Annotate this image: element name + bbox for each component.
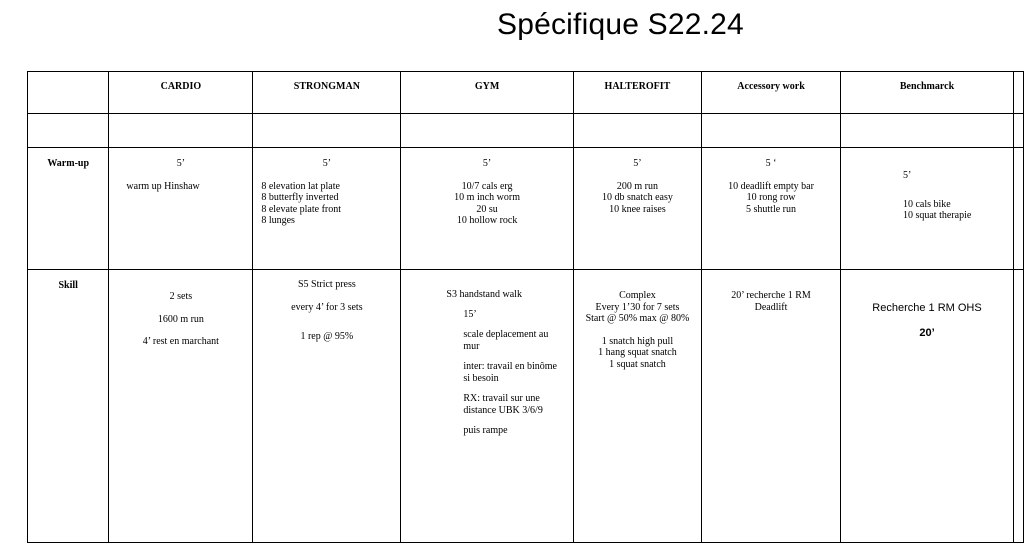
warmup-strongman-time: 5’ [322, 158, 332, 169]
list-item: inter: travail en binôme si besoin [463, 361, 557, 384]
empty-cell [28, 114, 109, 148]
list-item: 20 su [476, 203, 498, 215]
list-item: 10 m inch worm [454, 192, 520, 203]
warmup-gym-time: 5’ [482, 158, 492, 169]
skill-benchmark-cell [840, 270, 1013, 543]
list-item: 10 squat therapie [902, 210, 972, 221]
corner-cell [28, 72, 109, 114]
empty-cell [840, 114, 1013, 148]
col-header-halterofit: HALTEROFIT [573, 72, 701, 114]
training-table [27, 71, 1024, 543]
skill-accessory-cell [702, 270, 841, 543]
list-item: puis rampe [463, 425, 508, 436]
col-header-strongman: STRONGMAN [253, 72, 401, 114]
list-item: Deadlift [754, 301, 788, 313]
empty-cell [253, 114, 401, 148]
skill-halterofit-cell [573, 270, 701, 543]
list-item: Every 1’30 for 7 sets [595, 301, 680, 313]
list-item: 10 db snatch easy [602, 192, 673, 203]
warmup-cardio-text: warm up Hinshaw [126, 180, 200, 192]
list-item: 10 deadlift empty bar [728, 180, 814, 192]
list-item: scale deplacement au mur [463, 329, 549, 352]
row-label-skill: Skill [28, 270, 109, 543]
list-item: 10 hollow rock [456, 215, 518, 226]
skill-cardio-cell [109, 270, 253, 543]
empty-cell [1014, 114, 1024, 148]
col-header-accessory: Accessory work [702, 72, 841, 114]
list-item: 2 sets [169, 291, 193, 302]
empty-cell [573, 114, 701, 148]
warmup-accessory-list [702, 181, 840, 216]
list-item: RX: travail sur une distance UBK 3/6/9 [463, 393, 543, 416]
empty-row [28, 114, 1024, 148]
col-header-gym: GYM [401, 72, 573, 114]
list-item: 4’ rest en marchant [142, 336, 219, 347]
list-item: 1 snatch high pull [601, 335, 674, 347]
empty-cell [702, 114, 841, 148]
list-item: 15’ [463, 308, 477, 320]
warmup-strongman-list [253, 181, 400, 227]
warmup-cardio-cell [109, 148, 253, 270]
list-item: 10 cals bike [902, 198, 951, 210]
list-item: 1 hang squat snatch [598, 347, 677, 358]
edge-cell [1014, 148, 1024, 270]
list-item: 1 rep @ 95% [300, 331, 354, 342]
warmup-gym-list [401, 181, 572, 227]
warmup-row [28, 148, 1024, 270]
empty-cell [109, 114, 253, 148]
list-item: 200 m run [616, 180, 658, 192]
list-item: 10 rong row [746, 192, 796, 203]
list-item: 8 butterfly inverted [261, 192, 339, 203]
warmup-benchmark-list [903, 199, 1013, 222]
list-item: every 4’ for 3 sets [291, 301, 363, 313]
header-row [28, 72, 1024, 114]
warmup-halterofit-list [574, 181, 701, 216]
col-header-benchmark: Benchmarck [840, 72, 1013, 114]
list-item: 1600 m run [157, 313, 204, 325]
edge-cell [1014, 270, 1024, 543]
warmup-halterofit-time: 5’ [633, 158, 642, 169]
warmup-gym-cell [401, 148, 573, 270]
list-item: 8 elevation lat plate [261, 180, 340, 192]
row-label-warmup: Warm-up [28, 148, 109, 270]
list-item: 8 elevate plate front [261, 203, 342, 215]
warmup-halterofit-cell [573, 148, 701, 270]
list-item: 10/7 cals erg [461, 180, 513, 192]
list-item: 8 lunges [261, 215, 295, 226]
list-item: 10 knee raises [609, 203, 666, 215]
skill-strongman-cell [253, 270, 401, 543]
list-item: Complex [619, 290, 656, 301]
list-item: 5 shuttle run [746, 203, 797, 215]
skill-gym-head: S3 handstand walk [446, 289, 522, 300]
col-header-cardio: CARDIO [109, 72, 253, 114]
list-item: 1 squat snatch [609, 358, 666, 370]
skill-gym-cell [401, 270, 573, 543]
list-item: S5 Strict press [297, 279, 356, 290]
page-title: Spécifique S22.24 [497, 8, 744, 41]
list-item: Start @ 50% max @ 80% [585, 313, 690, 324]
empty-cell [401, 114, 573, 148]
warmup-benchmark-cell [840, 148, 1013, 270]
list-item: Recherche 1 RM OHS [872, 302, 982, 314]
skill-row [28, 270, 1024, 543]
warmup-cardio-time: 5’ [176, 158, 186, 169]
list-item: 20’ [919, 327, 935, 339]
warmup-accessory-time: 5 ‘ [765, 158, 777, 169]
warmup-accessory-cell [702, 148, 841, 270]
list-item: 20’ recherche 1 RM [731, 290, 811, 301]
warmup-benchmark-time: 5’ [902, 170, 912, 181]
skill-gym-list [446, 309, 572, 437]
warmup-strongman-cell [253, 148, 401, 270]
edge-cell [1014, 72, 1024, 114]
